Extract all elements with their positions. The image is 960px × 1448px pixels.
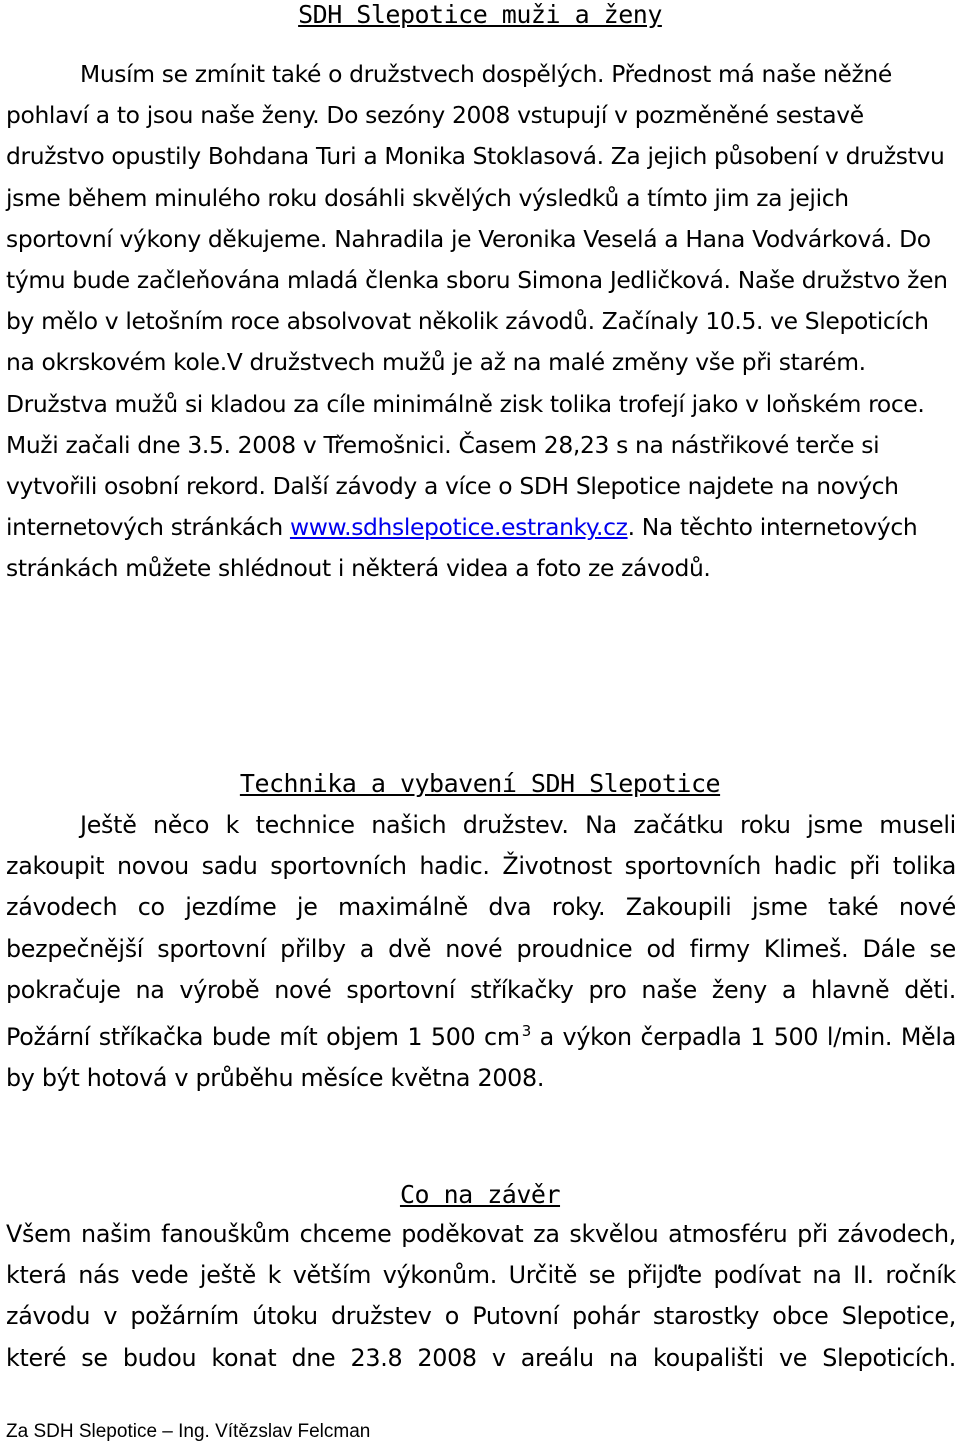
website-link[interactable]: www.sdhslepotice.estranky.cz (289, 513, 628, 542)
signature: Za SDH Slepotice – Ing. Vítězslav Felcman (6, 1421, 371, 1442)
paragraph-technika (6, 805, 956, 1099)
section-zaver (0, 1180, 960, 1210)
superscript-cubed: 3 (521, 1022, 531, 1041)
section-muzi-zeny (0, 0, 960, 30)
section-technika (0, 769, 960, 799)
section-title-muzi-zeny: SDH Slepotice muži a ženy (298, 0, 662, 29)
paragraph-zaver: Všem našim fanouškům chceme poděkovat za skvělou atmosféru při závodech, která nás vede ještě k větším výkonům. Určitě se přijďte podívat na II. ročník závodu v požárním útoku družstev o Putovní pohár starostky obce Slepotice, které se budou konat dne 23.8 2008 v areálu na koupališti ve Slepoticích. (6, 1220, 956, 1372)
paragraph-text: Ještě něco k technice našich družstev. Na začátku roku jsme museli zakoupit novou sadu sportovních hadic. Životnost sportovních hadic při tolika závodech co jezdíme je maximálně dva roky. Zakoupili jsme také nové bezpečnější sportovní přilby a dvě nové proudnice od firmy Klimeš. Dále se pokračuje na výrobě nové sportovní stříkačky pro naše ženy a hlavně děti. Požární stříkačka bude mít objem 1 500 cm (6, 811, 956, 1052)
section-title-zaver: Co na závěr (399, 1180, 561, 1209)
paragraph-text-end: a výkon čerpadla 1 500 l/min. Měla by být hotová v průběhu měsíce května 2008. (6, 1023, 956, 1093)
paragraph-text-end: . Na těchto internetových stránkách můžete shlédnout i některá videa a foto ze závodů. (6, 513, 918, 583)
paragraph-muzi-zeny (6, 54, 956, 590)
section-title-technika: Technika a vybavení SDH Slepotice (239, 769, 721, 798)
paragraph-text: Musím se zmínit také o družstvech dospělých. Přednost má naše něžné pohlaví a to jsou naše ženy. Do sezóny 2008 vstupují v pozměněné sestavě družstvo opustily Bohdana Turi a Monika Stoklasová. Za jejich působení v družstvu jsme během minulého roku dosáhli skvělých výsledků a tímto jim za jejich sportovní výkony děkujeme. Nahradila je Veronika Veselá a Hana Vodvárková. Do týmu bude začleňována mladá členka sboru Simona Jedličková. Naše družstvo žen by mělo v letošním roce absolvovat několik závodů. Začínaly 10.5. ve Slepoticích na okrskovém kole.V družstvech mužů je až na malé změny vše při starém. Družstva mužů si kladou za cíle minimálně zisk tolika trofejí jako v loňském roce. Muži začali dne 3.5. 2008 v Třemošnici. Časem 28,23 s na nástřikové terče si vytvořili osobní rekord. Další závody a více o SDH Slepotice najdete na nových internetových stránkách (6, 60, 948, 542)
